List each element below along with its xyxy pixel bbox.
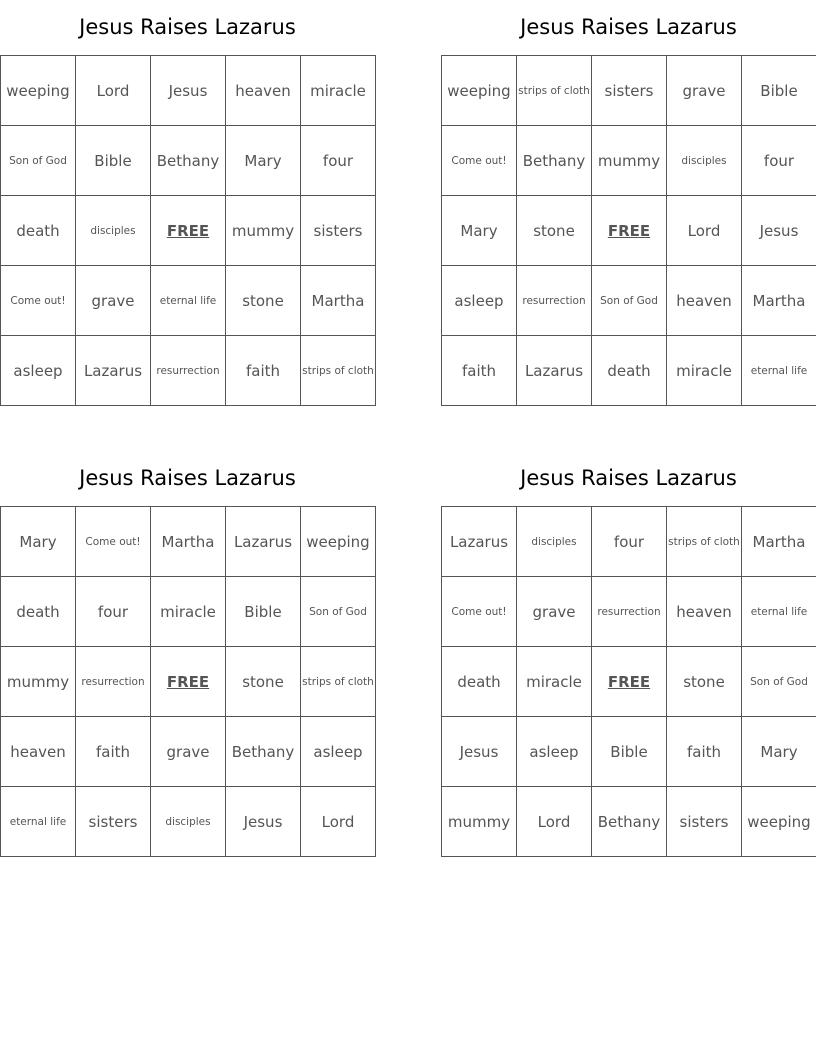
grid-cell: eternal life	[151, 266, 226, 336]
bingo-grid	[441, 55, 816, 406]
grid-cell: Lazarus	[442, 507, 517, 577]
grid-cell: Bethany	[517, 126, 592, 196]
grid-cell: asleep	[442, 266, 517, 336]
grid-cell: Come out!	[76, 507, 151, 577]
grid-cell: death	[1, 577, 76, 647]
card-title: Jesus Raises Lazarus	[79, 15, 296, 39]
grid-cell: strips of cloth	[667, 507, 742, 577]
grid-row	[1, 196, 376, 266]
grid-cell: faith	[667, 717, 742, 787]
grid-cell: Son of God	[1, 126, 76, 196]
grid-cell: Bethany	[226, 717, 301, 787]
grid-cell: heaven	[1, 717, 76, 787]
grid-row	[442, 647, 816, 717]
grid-cell: Bible	[226, 577, 301, 647]
grid-cell: Lord	[301, 787, 376, 857]
grid-cell: Mary	[442, 196, 517, 266]
grid-row	[442, 787, 816, 857]
grid-cell: miracle	[517, 647, 592, 717]
bingo-card-1	[0, 0, 375, 406]
grid-cell: Bible	[592, 717, 667, 787]
bingo-grid	[0, 55, 376, 406]
grid-cell: Bible	[76, 126, 151, 196]
grid-cell: asleep	[301, 717, 376, 787]
grid-row	[442, 717, 816, 787]
grid-cell: Jesus	[226, 787, 301, 857]
grid-row	[442, 507, 816, 577]
grid-cell: death	[442, 647, 517, 717]
grid-row	[442, 196, 816, 266]
grid-row	[1, 577, 376, 647]
grid-cell: Bethany	[151, 126, 226, 196]
grid-cell: asleep	[1, 336, 76, 406]
grid-cell: resurrection	[76, 647, 151, 717]
grid-cell: resurrection	[592, 577, 667, 647]
grid-cell: sisters	[301, 196, 376, 266]
grid-cell: disciples	[517, 507, 592, 577]
grid-cell: grave	[517, 577, 592, 647]
grid-cell: Bethany	[592, 787, 667, 857]
grid-cell: weeping	[442, 56, 517, 126]
grid-cell: resurrection	[151, 336, 226, 406]
card-title: Jesus Raises Lazarus	[520, 466, 737, 490]
grid-cell: miracle	[667, 336, 742, 406]
grid-row	[1, 507, 376, 577]
grid-row	[1, 336, 376, 406]
grid-cell: Son of God	[742, 647, 816, 717]
grid-cell: Come out!	[442, 126, 517, 196]
grid-cell: Martha	[301, 266, 376, 336]
grid-cell: faith	[442, 336, 517, 406]
grid-cell: sisters	[667, 787, 742, 857]
grid-cell: miracle	[151, 577, 226, 647]
free-space-cell: FREE	[592, 647, 667, 717]
grid-cell: weeping	[301, 507, 376, 577]
bingo-grid	[441, 506, 816, 857]
grid-cell: miracle	[301, 56, 376, 126]
grid-cell: four	[76, 577, 151, 647]
grid-cell: faith	[226, 336, 301, 406]
bingo-card-2	[441, 0, 816, 406]
grid-cell: sisters	[592, 56, 667, 126]
card-title: Jesus Raises Lazarus	[79, 466, 296, 490]
grid-cell: asleep	[517, 717, 592, 787]
grid-cell: Martha	[742, 266, 816, 336]
grid-cell: Come out!	[442, 577, 517, 647]
grid-row	[442, 126, 816, 196]
grid-cell: Jesus	[442, 717, 517, 787]
grid-cell: mummy	[1, 647, 76, 717]
grid-cell: stone	[226, 647, 301, 717]
grid-row	[1, 56, 376, 126]
grid-cell: four	[592, 507, 667, 577]
grid-cell: Lazarus	[76, 336, 151, 406]
grid-cell: grave	[151, 717, 226, 787]
grid-cell: resurrection	[517, 266, 592, 336]
grid-cell: four	[742, 126, 816, 196]
grid-cell: heaven	[667, 266, 742, 336]
grid-cell: disciples	[151, 787, 226, 857]
grid-cell: Mary	[1, 507, 76, 577]
grid-cell: Lord	[76, 56, 151, 126]
grid-row	[442, 336, 816, 406]
grid-cell: heaven	[667, 577, 742, 647]
grid-row	[1, 787, 376, 857]
grid-row	[1, 647, 376, 717]
grid-cell: four	[301, 126, 376, 196]
grid-cell: stone	[667, 647, 742, 717]
grid-cell: weeping	[742, 787, 816, 857]
free-space-cell: FREE	[151, 196, 226, 266]
grid-row	[1, 717, 376, 787]
grid-row	[1, 126, 376, 196]
grid-cell: heaven	[226, 56, 301, 126]
grid-row	[442, 577, 816, 647]
grid-cell: faith	[76, 717, 151, 787]
bingo-card-3	[0, 451, 375, 857]
grid-cell: mummy	[592, 126, 667, 196]
grid-cell: Mary	[742, 717, 816, 787]
free-space-cell: FREE	[592, 196, 667, 266]
free-space-cell: FREE	[151, 647, 226, 717]
grid-cell: Bible	[742, 56, 816, 126]
bingo-card-4	[441, 451, 816, 857]
grid-cell: eternal life	[742, 577, 816, 647]
grid-cell: eternal life	[742, 336, 816, 406]
grid-cell: Come out!	[1, 266, 76, 336]
grid-cell: eternal life	[1, 787, 76, 857]
grid-cell: Martha	[742, 507, 816, 577]
grid-cell: Jesus	[742, 196, 816, 266]
grid-cell: weeping	[1, 56, 76, 126]
grid-cell: strips of cloth	[301, 647, 376, 717]
grid-cell: death	[1, 196, 76, 266]
grid-row	[442, 56, 816, 126]
grid-cell: Lazarus	[517, 336, 592, 406]
grid-row	[1, 266, 376, 336]
grid-cell: death	[592, 336, 667, 406]
grid-cell: stone	[226, 266, 301, 336]
grid-cell: disciples	[76, 196, 151, 266]
grid-row	[442, 266, 816, 336]
grid-cell: Lazarus	[226, 507, 301, 577]
grid-cell: Son of God	[592, 266, 667, 336]
grid-cell: Lord	[667, 196, 742, 266]
grid-cell: grave	[76, 266, 151, 336]
grid-cell: sisters	[76, 787, 151, 857]
card-title: Jesus Raises Lazarus	[520, 15, 737, 39]
grid-cell: grave	[667, 56, 742, 126]
grid-cell: stone	[517, 196, 592, 266]
grid-cell: mummy	[442, 787, 517, 857]
grid-cell: Son of God	[301, 577, 376, 647]
grid-cell: mummy	[226, 196, 301, 266]
grid-cell: Jesus	[151, 56, 226, 126]
grid-cell: Martha	[151, 507, 226, 577]
grid-cell: Mary	[226, 126, 301, 196]
grid-cell: strips of cloth	[517, 56, 592, 126]
bingo-grid	[0, 506, 376, 857]
grid-cell: Lord	[517, 787, 592, 857]
grid-cell: disciples	[667, 126, 742, 196]
grid-cell: strips of cloth	[301, 336, 376, 406]
